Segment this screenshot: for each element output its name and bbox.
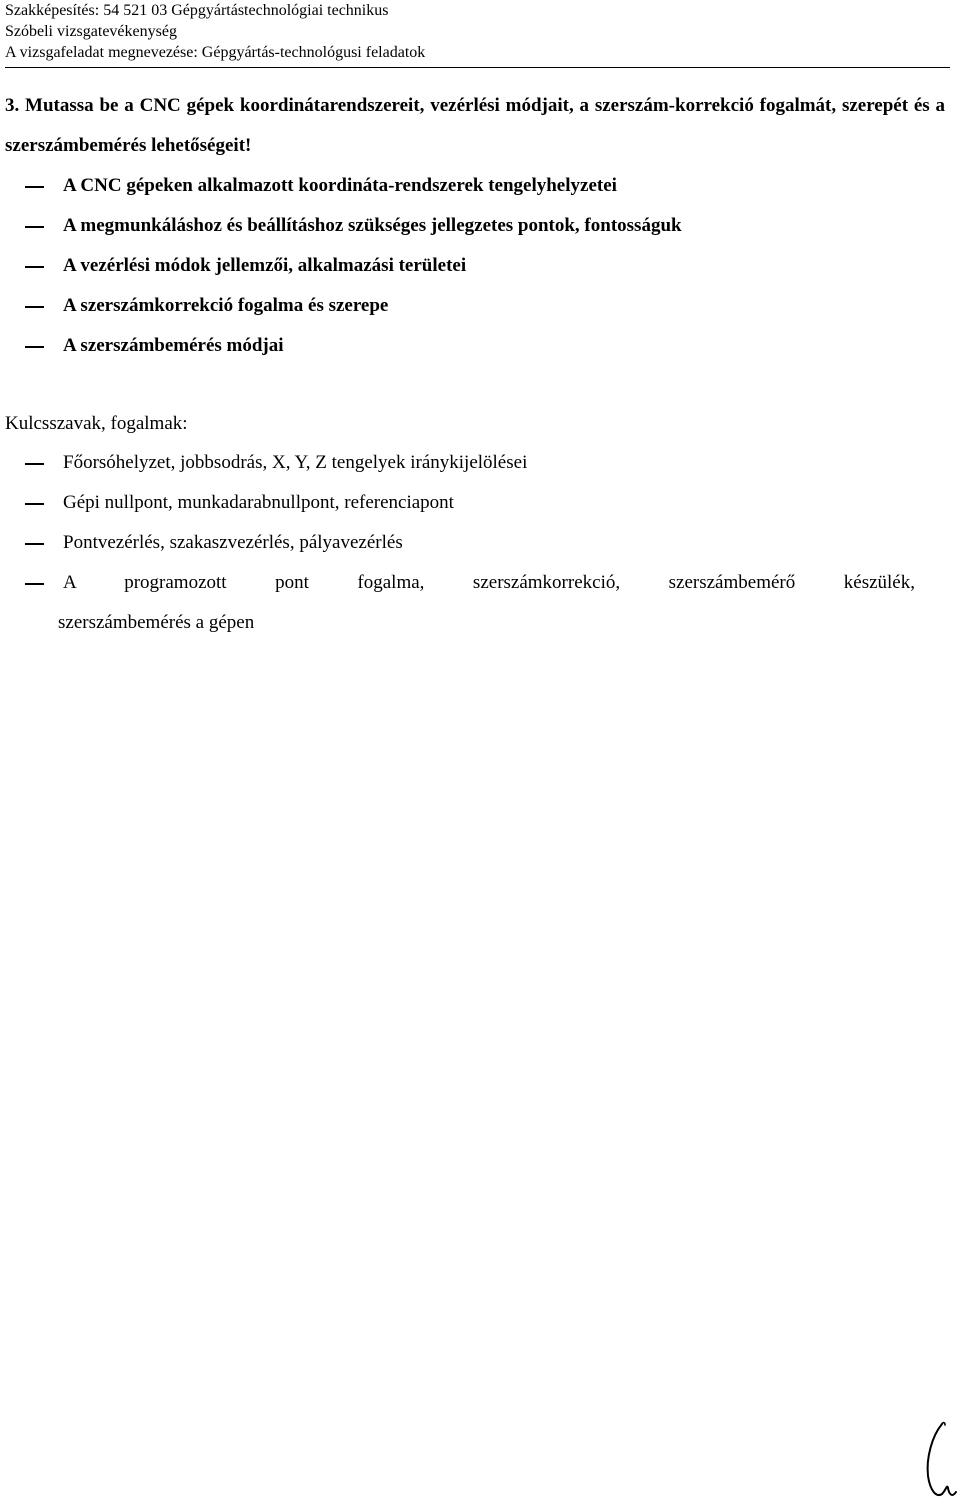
topic-text: A szerszámbemérés módjai xyxy=(63,335,284,356)
topic-item xyxy=(0,166,960,206)
keyword-item xyxy=(0,523,960,563)
topic-item xyxy=(0,286,960,326)
topic-list xyxy=(0,166,960,366)
topic-text: A CNC gépeken alkalmazott koordináta-rendszerek tengelyhelyzetei xyxy=(63,175,617,196)
dash-bullet-icon xyxy=(25,306,44,308)
header-divider xyxy=(5,67,950,68)
keyword-item xyxy=(0,483,960,523)
dash-bullet-icon xyxy=(25,266,44,268)
exam-type-line: Szóbeli vizsgatevékenység xyxy=(5,23,177,40)
dash-bullet-icon xyxy=(25,503,44,505)
question-title: 3. Mutassa be a CNC gépek koordinátarendszereit, vezérlési módjait, a szerszám-korrekció fogalmát, szerepét és a szerszámbemérés lehetőségeit! xyxy=(5,95,945,156)
topic-text: A vezérlési módok jellemzői, alkalmazási területei xyxy=(63,255,467,276)
keyword-item xyxy=(0,443,960,483)
topic-item xyxy=(0,246,960,286)
dash-bullet-icon xyxy=(25,226,44,228)
keyword-text: Pontvezérlés, szakaszvezérlés, pályavezérlés xyxy=(63,532,403,553)
keyword-text: Gépi nullpont, munkadarabnullpont, referenciapont xyxy=(63,492,454,513)
keyword-list xyxy=(0,443,960,603)
keyword-text: Főorsóhelyzet, jobbsodrás, X, Y, Z tengelyek iránykijelölései xyxy=(63,452,528,473)
task-name-line: A vizsgafeladat megnevezése: Gépgyártás-technológusi feladatok xyxy=(5,44,426,61)
document-header xyxy=(5,0,945,63)
topic-text: A megmunkáláshoz és beállításhoz szükséges jellegzetes pontok, fontosságuk xyxy=(63,215,682,236)
topic-item xyxy=(0,206,960,246)
dash-bullet-icon xyxy=(25,583,44,585)
dash-bullet-icon xyxy=(25,463,44,465)
keyword-item xyxy=(0,563,960,603)
keyword-continuation: szerszámbemérés a gépen xyxy=(58,612,255,633)
qualification-line: Szakképesítés: 54 521 03 Gépgyártástechnológiai technikus xyxy=(5,2,389,19)
topic-text: A szerszámkorrekció fogalma és szerepe xyxy=(63,295,389,316)
dash-bullet-icon xyxy=(25,543,44,545)
dash-bullet-icon xyxy=(25,346,44,348)
keyword-text: A programozott pont fogalma, szerszámkorrekció, szerszámbemérő készülék, xyxy=(63,572,915,593)
keywords-heading: Kulcsszavak, fogalmak: xyxy=(5,413,188,434)
topic-item xyxy=(0,326,960,366)
handwritten-signature-icon xyxy=(918,1418,958,1503)
dash-bullet-icon xyxy=(25,186,44,188)
